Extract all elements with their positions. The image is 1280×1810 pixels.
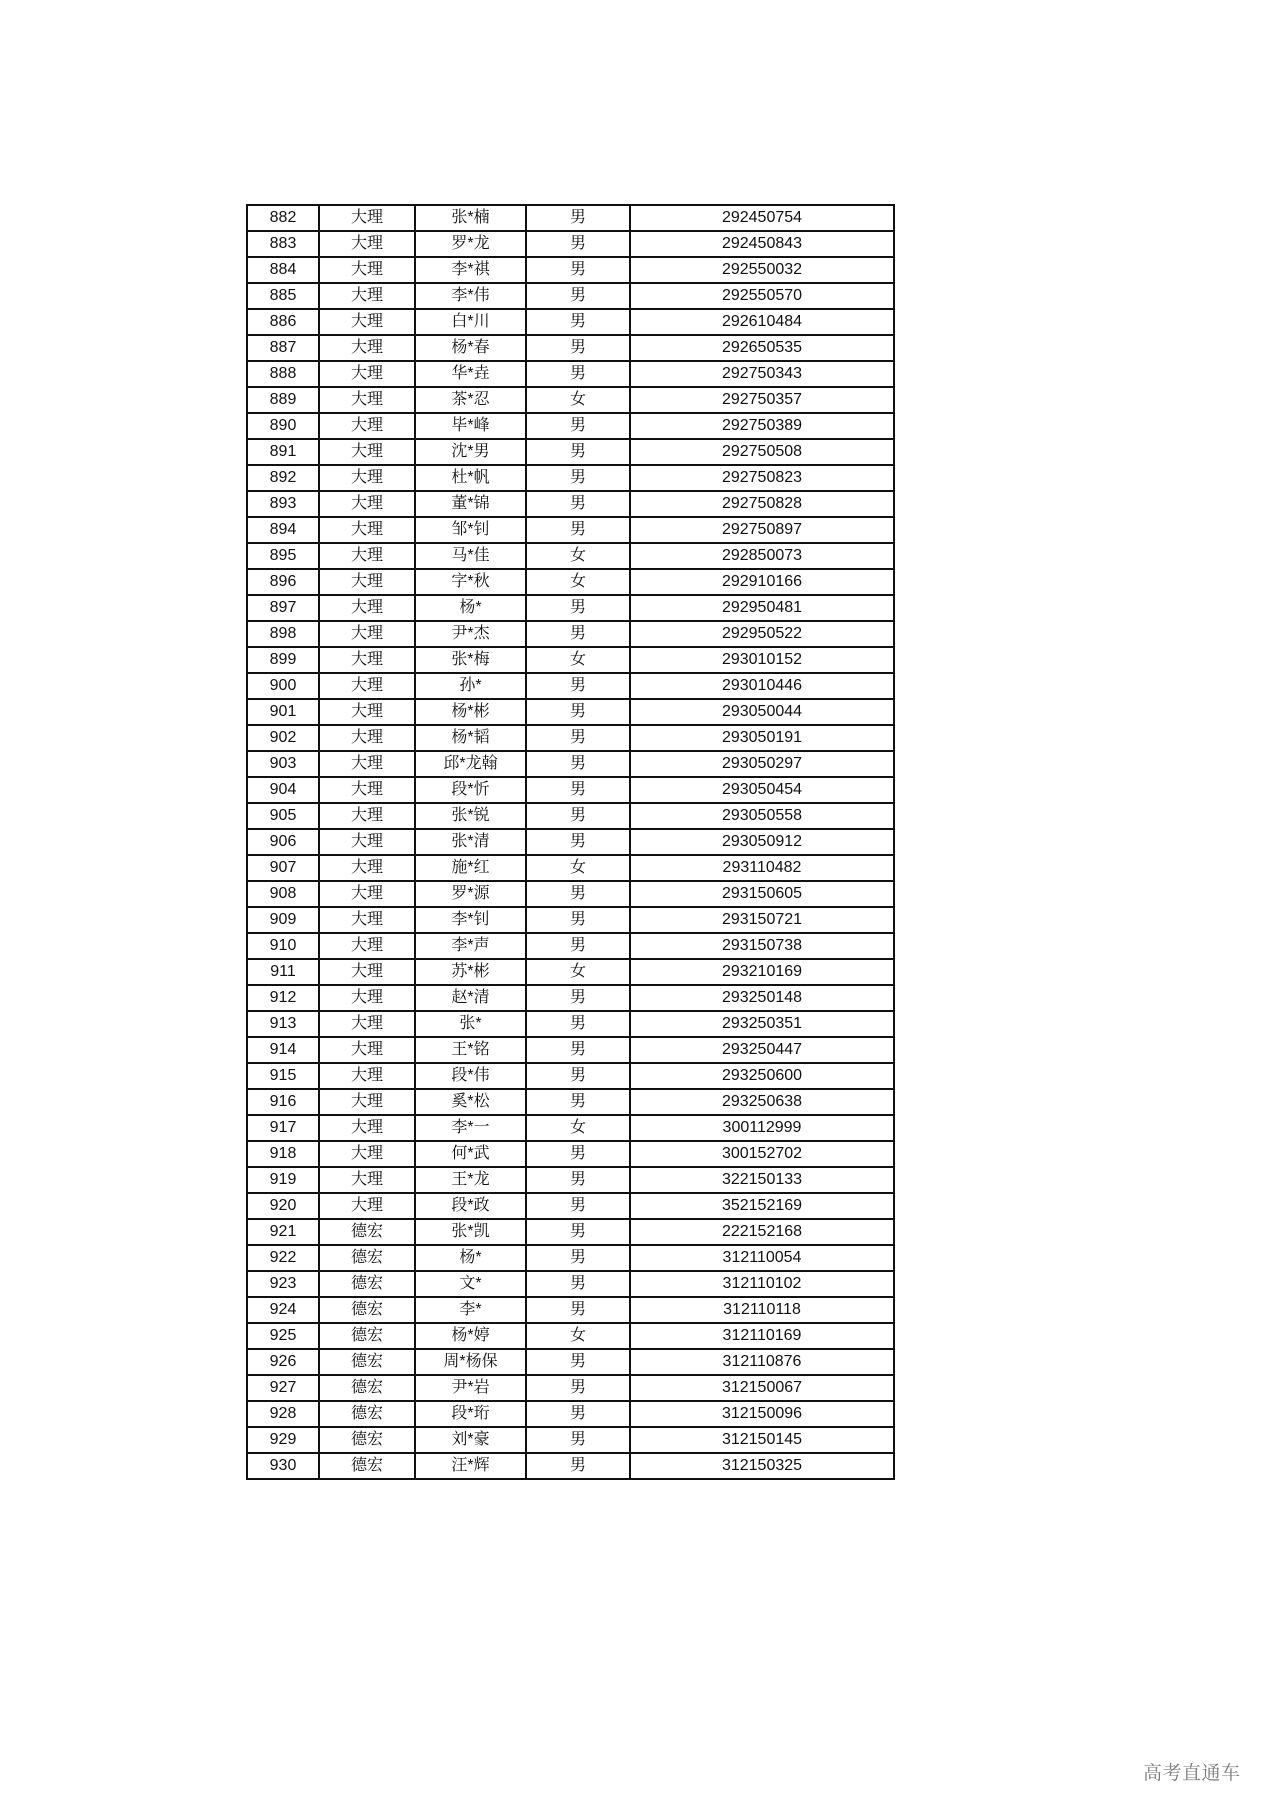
table-row — [247, 1037, 894, 1063]
candidate-id-cell: 292650535 — [630, 335, 894, 361]
gender-cell: 男 — [526, 699, 630, 725]
table-row — [247, 1245, 894, 1271]
candidate-id-cell: 293150738 — [630, 933, 894, 959]
candidate-id-cell: 292450754 — [630, 205, 894, 231]
gender-cell: 男 — [526, 907, 630, 933]
region-cell: 大理 — [319, 257, 415, 283]
region-cell: 大理 — [319, 387, 415, 413]
region-cell: 大理 — [319, 647, 415, 673]
region-cell: 德宏 — [319, 1219, 415, 1245]
name-cell: 李*祺 — [415, 257, 526, 283]
gender-cell: 男 — [526, 1427, 630, 1453]
candidate-id-cell: 312110102 — [630, 1271, 894, 1297]
gender-cell: 女 — [526, 387, 630, 413]
table-row — [247, 1011, 894, 1037]
gender-cell: 女 — [526, 855, 630, 881]
row-number-cell: 902 — [247, 725, 319, 751]
gender-cell: 男 — [526, 361, 630, 387]
candidate-id-cell: 293250148 — [630, 985, 894, 1011]
name-cell: 沈*男 — [415, 439, 526, 465]
row-number-cell: 922 — [247, 1245, 319, 1271]
gender-cell: 男 — [526, 1245, 630, 1271]
gender-cell: 男 — [526, 1375, 630, 1401]
region-cell: 德宏 — [319, 1427, 415, 1453]
candidate-id-cell: 292750823 — [630, 465, 894, 491]
region-cell: 大理 — [319, 465, 415, 491]
name-cell: 张*锐 — [415, 803, 526, 829]
row-number-cell: 910 — [247, 933, 319, 959]
name-cell: 邱*龙翰 — [415, 751, 526, 777]
region-cell: 德宏 — [319, 1453, 415, 1479]
candidate-id-cell: 292750389 — [630, 413, 894, 439]
row-number-cell: 930 — [247, 1453, 319, 1479]
table-row — [247, 1349, 894, 1375]
table-row — [247, 517, 894, 543]
watermark-text: 高考直通车 — [1143, 1763, 1241, 1784]
gender-cell: 男 — [526, 1349, 630, 1375]
table-row — [247, 1375, 894, 1401]
table-row — [247, 1323, 894, 1349]
gender-cell: 男 — [526, 673, 630, 699]
name-cell: 刘*豪 — [415, 1427, 526, 1453]
name-cell: 段*忻 — [415, 777, 526, 803]
region-cell: 大理 — [319, 231, 415, 257]
row-number-cell: 916 — [247, 1089, 319, 1115]
region-cell: 德宏 — [319, 1375, 415, 1401]
table-row — [247, 361, 894, 387]
name-cell: 杨*彬 — [415, 699, 526, 725]
region-cell: 大理 — [319, 777, 415, 803]
region-cell: 大理 — [319, 595, 415, 621]
name-cell: 李*伟 — [415, 283, 526, 309]
row-number-cell: 929 — [247, 1427, 319, 1453]
table-row — [247, 1297, 894, 1323]
candidate-id-cell: 293250600 — [630, 1063, 894, 1089]
row-number-cell: 908 — [247, 881, 319, 907]
candidate-id-cell: 293050044 — [630, 699, 894, 725]
candidate-id-cell: 293150605 — [630, 881, 894, 907]
gender-cell: 男 — [526, 413, 630, 439]
name-cell: 孙* — [415, 673, 526, 699]
table-row — [247, 1427, 894, 1453]
gender-cell: 男 — [526, 933, 630, 959]
row-number-cell: 917 — [247, 1115, 319, 1141]
row-number-cell: 900 — [247, 673, 319, 699]
name-cell: 张*凯 — [415, 1219, 526, 1245]
row-number-cell: 924 — [247, 1297, 319, 1323]
gender-cell: 男 — [526, 309, 630, 335]
table-row — [247, 1193, 894, 1219]
region-cell: 大理 — [319, 855, 415, 881]
row-number-cell: 919 — [247, 1167, 319, 1193]
row-number-cell: 915 — [247, 1063, 319, 1089]
region-cell: 大理 — [319, 1011, 415, 1037]
name-cell: 文* — [415, 1271, 526, 1297]
gender-cell: 男 — [526, 1063, 630, 1089]
table-row — [247, 1167, 894, 1193]
name-cell: 李*声 — [415, 933, 526, 959]
candidate-id-cell: 312110054 — [630, 1245, 894, 1271]
gender-cell: 男 — [526, 1011, 630, 1037]
table-row — [247, 621, 894, 647]
region-cell: 大理 — [319, 1193, 415, 1219]
candidate-id-cell: 292950522 — [630, 621, 894, 647]
row-number-cell: 905 — [247, 803, 319, 829]
candidate-id-cell: 293050191 — [630, 725, 894, 751]
row-number-cell: 899 — [247, 647, 319, 673]
region-cell: 大理 — [319, 673, 415, 699]
name-cell: 奚*松 — [415, 1089, 526, 1115]
row-number-cell: 923 — [247, 1271, 319, 1297]
region-cell: 大理 — [319, 283, 415, 309]
row-number-cell: 896 — [247, 569, 319, 595]
candidate-id-cell: 322150133 — [630, 1167, 894, 1193]
gender-cell: 男 — [526, 881, 630, 907]
name-cell: 杨* — [415, 595, 526, 621]
candidate-id-cell: 292550570 — [630, 283, 894, 309]
region-cell: 大理 — [319, 1037, 415, 1063]
table-row — [247, 595, 894, 621]
row-number-cell: 893 — [247, 491, 319, 517]
table-row — [247, 569, 894, 595]
row-number-cell: 883 — [247, 231, 319, 257]
region-cell: 大理 — [319, 413, 415, 439]
gender-cell: 男 — [526, 257, 630, 283]
name-cell: 张*楠 — [415, 205, 526, 231]
row-number-cell: 927 — [247, 1375, 319, 1401]
region-cell: 大理 — [319, 1089, 415, 1115]
candidate-id-cell: 293150721 — [630, 907, 894, 933]
name-cell: 华*垚 — [415, 361, 526, 387]
name-cell: 苏*彬 — [415, 959, 526, 985]
name-cell: 尹*岩 — [415, 1375, 526, 1401]
name-cell: 茶*忍 — [415, 387, 526, 413]
row-number-cell: 890 — [247, 413, 319, 439]
name-cell: 张*梅 — [415, 647, 526, 673]
name-cell: 何*武 — [415, 1141, 526, 1167]
candidate-id-cell: 300152702 — [630, 1141, 894, 1167]
candidate-id-cell: 293050297 — [630, 751, 894, 777]
name-cell: 尹*杰 — [415, 621, 526, 647]
row-number-cell: 928 — [247, 1401, 319, 1427]
gender-cell: 女 — [526, 1323, 630, 1349]
candidate-id-cell: 292750508 — [630, 439, 894, 465]
gender-cell: 男 — [526, 205, 630, 231]
region-cell: 大理 — [319, 439, 415, 465]
table-row — [247, 465, 894, 491]
name-cell: 字*秋 — [415, 569, 526, 595]
student-roster-table — [246, 204, 895, 1480]
gender-cell: 男 — [526, 491, 630, 517]
name-cell: 杨*韬 — [415, 725, 526, 751]
table-row — [247, 673, 894, 699]
region-cell: 大理 — [319, 205, 415, 231]
region-cell: 大理 — [319, 543, 415, 569]
name-cell: 王*龙 — [415, 1167, 526, 1193]
candidate-id-cell: 292850073 — [630, 543, 894, 569]
table-row — [247, 257, 894, 283]
row-number-cell: 894 — [247, 517, 319, 543]
row-number-cell: 920 — [247, 1193, 319, 1219]
region-cell: 大理 — [319, 1063, 415, 1089]
row-number-cell: 882 — [247, 205, 319, 231]
gender-cell: 男 — [526, 751, 630, 777]
candidate-id-cell: 292610484 — [630, 309, 894, 335]
table-row — [247, 1453, 894, 1479]
candidate-id-cell: 292750343 — [630, 361, 894, 387]
table-row — [247, 985, 894, 1011]
gender-cell: 男 — [526, 595, 630, 621]
row-number-cell: 892 — [247, 465, 319, 491]
table-row — [247, 803, 894, 829]
region-cell: 大理 — [319, 309, 415, 335]
candidate-id-cell: 312110876 — [630, 1349, 894, 1375]
region-cell: 大理 — [319, 621, 415, 647]
row-number-cell: 907 — [247, 855, 319, 881]
candidate-id-cell: 312150096 — [630, 1401, 894, 1427]
gender-cell: 女 — [526, 569, 630, 595]
table-row — [247, 205, 894, 231]
gender-cell: 男 — [526, 1167, 630, 1193]
row-number-cell: 911 — [247, 959, 319, 985]
region-cell: 大理 — [319, 569, 415, 595]
table-row — [247, 959, 894, 985]
name-cell: 李* — [415, 1297, 526, 1323]
name-cell: 杜*帆 — [415, 465, 526, 491]
candidate-id-cell: 300112999 — [630, 1115, 894, 1141]
name-cell: 李*钊 — [415, 907, 526, 933]
candidate-id-cell: 312110118 — [630, 1297, 894, 1323]
gender-cell: 女 — [526, 647, 630, 673]
row-number-cell: 921 — [247, 1219, 319, 1245]
name-cell: 段*政 — [415, 1193, 526, 1219]
region-cell: 德宏 — [319, 1323, 415, 1349]
candidate-id-cell: 293110482 — [630, 855, 894, 881]
row-number-cell: 888 — [247, 361, 319, 387]
table-row — [247, 1219, 894, 1245]
name-cell: 马*佳 — [415, 543, 526, 569]
row-number-cell: 914 — [247, 1037, 319, 1063]
region-cell: 大理 — [319, 881, 415, 907]
candidate-id-cell: 293250351 — [630, 1011, 894, 1037]
row-number-cell: 886 — [247, 309, 319, 335]
table-row — [247, 413, 894, 439]
candidate-id-cell: 312150325 — [630, 1453, 894, 1479]
table-row — [247, 309, 894, 335]
row-number-cell: 906 — [247, 829, 319, 855]
region-cell: 大理 — [319, 1141, 415, 1167]
gender-cell: 男 — [526, 335, 630, 361]
candidate-id-cell: 352152169 — [630, 1193, 894, 1219]
table-row — [247, 1271, 894, 1297]
table-row — [247, 491, 894, 517]
row-number-cell: 897 — [247, 595, 319, 621]
table-row — [247, 1063, 894, 1089]
region-cell: 德宏 — [319, 1245, 415, 1271]
region-cell: 德宏 — [319, 1271, 415, 1297]
gender-cell: 男 — [526, 1037, 630, 1063]
gender-cell: 男 — [526, 283, 630, 309]
candidate-id-cell: 222152168 — [630, 1219, 894, 1245]
gender-cell: 男 — [526, 1193, 630, 1219]
candidate-id-cell: 293250638 — [630, 1089, 894, 1115]
name-cell: 白*川 — [415, 309, 526, 335]
table-row — [247, 907, 894, 933]
row-number-cell: 895 — [247, 543, 319, 569]
table-row — [247, 829, 894, 855]
candidate-id-cell: 292750357 — [630, 387, 894, 413]
name-cell: 施*红 — [415, 855, 526, 881]
region-cell: 大理 — [319, 361, 415, 387]
candidate-id-cell: 292750897 — [630, 517, 894, 543]
row-number-cell: 885 — [247, 283, 319, 309]
row-number-cell: 884 — [247, 257, 319, 283]
table-row — [247, 231, 894, 257]
row-number-cell: 926 — [247, 1349, 319, 1375]
row-number-cell: 903 — [247, 751, 319, 777]
table-row — [247, 1089, 894, 1115]
gender-cell: 男 — [526, 1297, 630, 1323]
name-cell: 杨*春 — [415, 335, 526, 361]
region-cell: 大理 — [319, 1167, 415, 1193]
name-cell: 王*铭 — [415, 1037, 526, 1063]
candidate-id-cell: 292550032 — [630, 257, 894, 283]
region-cell: 大理 — [319, 751, 415, 777]
gender-cell: 男 — [526, 1141, 630, 1167]
table-row — [247, 647, 894, 673]
candidate-id-cell: 293010446 — [630, 673, 894, 699]
gender-cell: 男 — [526, 465, 630, 491]
table-row — [247, 283, 894, 309]
row-number-cell: 925 — [247, 1323, 319, 1349]
gender-cell: 男 — [526, 829, 630, 855]
region-cell: 大理 — [319, 907, 415, 933]
candidate-id-cell: 292950481 — [630, 595, 894, 621]
region-cell: 大理 — [319, 335, 415, 361]
candidate-id-cell: 312150067 — [630, 1375, 894, 1401]
gender-cell: 男 — [526, 803, 630, 829]
gender-cell: 男 — [526, 1271, 630, 1297]
region-cell: 大理 — [319, 933, 415, 959]
name-cell: 汪*辉 — [415, 1453, 526, 1479]
region-cell: 大理 — [319, 959, 415, 985]
row-number-cell: 891 — [247, 439, 319, 465]
candidate-id-cell: 292450843 — [630, 231, 894, 257]
gender-cell: 女 — [526, 1115, 630, 1141]
region-cell: 大理 — [319, 517, 415, 543]
gender-cell: 男 — [526, 725, 630, 751]
candidate-id-cell: 312110169 — [630, 1323, 894, 1349]
table-row — [247, 855, 894, 881]
roster-table-body — [247, 205, 894, 1479]
name-cell: 董*锦 — [415, 491, 526, 517]
candidate-id-cell: 292910166 — [630, 569, 894, 595]
row-number-cell: 918 — [247, 1141, 319, 1167]
table-row — [247, 777, 894, 803]
row-number-cell: 898 — [247, 621, 319, 647]
name-cell: 张* — [415, 1011, 526, 1037]
gender-cell: 男 — [526, 985, 630, 1011]
gender-cell: 男 — [526, 1401, 630, 1427]
region-cell: 德宏 — [319, 1297, 415, 1323]
gender-cell: 男 — [526, 1219, 630, 1245]
table-row — [247, 751, 894, 777]
row-number-cell: 887 — [247, 335, 319, 361]
candidate-id-cell: 293050558 — [630, 803, 894, 829]
row-number-cell: 901 — [247, 699, 319, 725]
table-row — [247, 387, 894, 413]
candidate-id-cell: 293050912 — [630, 829, 894, 855]
region-cell: 大理 — [319, 491, 415, 517]
candidate-id-cell: 293250447 — [630, 1037, 894, 1063]
region-cell: 大理 — [319, 803, 415, 829]
name-cell: 邹*钊 — [415, 517, 526, 543]
gender-cell: 男 — [526, 621, 630, 647]
name-cell: 杨* — [415, 1245, 526, 1271]
name-cell: 段*珩 — [415, 1401, 526, 1427]
table-row — [247, 1115, 894, 1141]
name-cell: 罗*龙 — [415, 231, 526, 257]
gender-cell: 女 — [526, 959, 630, 985]
region-cell: 大理 — [319, 725, 415, 751]
name-cell: 周*杨保 — [415, 1349, 526, 1375]
name-cell: 赵*清 — [415, 985, 526, 1011]
table-row — [247, 439, 894, 465]
table-row — [247, 881, 894, 907]
gender-cell: 男 — [526, 1453, 630, 1479]
candidate-id-cell: 293050454 — [630, 777, 894, 803]
candidate-id-cell: 292750828 — [630, 491, 894, 517]
table-row — [247, 335, 894, 361]
table-row — [247, 543, 894, 569]
table-row — [247, 933, 894, 959]
gender-cell: 男 — [526, 231, 630, 257]
row-number-cell: 912 — [247, 985, 319, 1011]
gender-cell: 女 — [526, 543, 630, 569]
name-cell: 罗*源 — [415, 881, 526, 907]
region-cell: 大理 — [319, 699, 415, 725]
region-cell: 大理 — [319, 829, 415, 855]
gender-cell: 男 — [526, 777, 630, 803]
row-number-cell: 913 — [247, 1011, 319, 1037]
name-cell: 毕*峰 — [415, 413, 526, 439]
gender-cell: 男 — [526, 439, 630, 465]
table-row — [247, 725, 894, 751]
table-row — [247, 1141, 894, 1167]
name-cell: 张*清 — [415, 829, 526, 855]
candidate-id-cell: 293010152 — [630, 647, 894, 673]
row-number-cell: 904 — [247, 777, 319, 803]
region-cell: 大理 — [319, 1115, 415, 1141]
gender-cell: 男 — [526, 1089, 630, 1115]
row-number-cell: 909 — [247, 907, 319, 933]
region-cell: 德宏 — [319, 1349, 415, 1375]
table-row — [247, 1401, 894, 1427]
region-cell: 大理 — [319, 985, 415, 1011]
table-row — [247, 699, 894, 725]
gender-cell: 男 — [526, 517, 630, 543]
candidate-id-cell: 293210169 — [630, 959, 894, 985]
name-cell: 杨*婷 — [415, 1323, 526, 1349]
name-cell: 段*伟 — [415, 1063, 526, 1089]
row-number-cell: 889 — [247, 387, 319, 413]
region-cell: 德宏 — [319, 1401, 415, 1427]
name-cell: 李*一 — [415, 1115, 526, 1141]
candidate-id-cell: 312150145 — [630, 1427, 894, 1453]
